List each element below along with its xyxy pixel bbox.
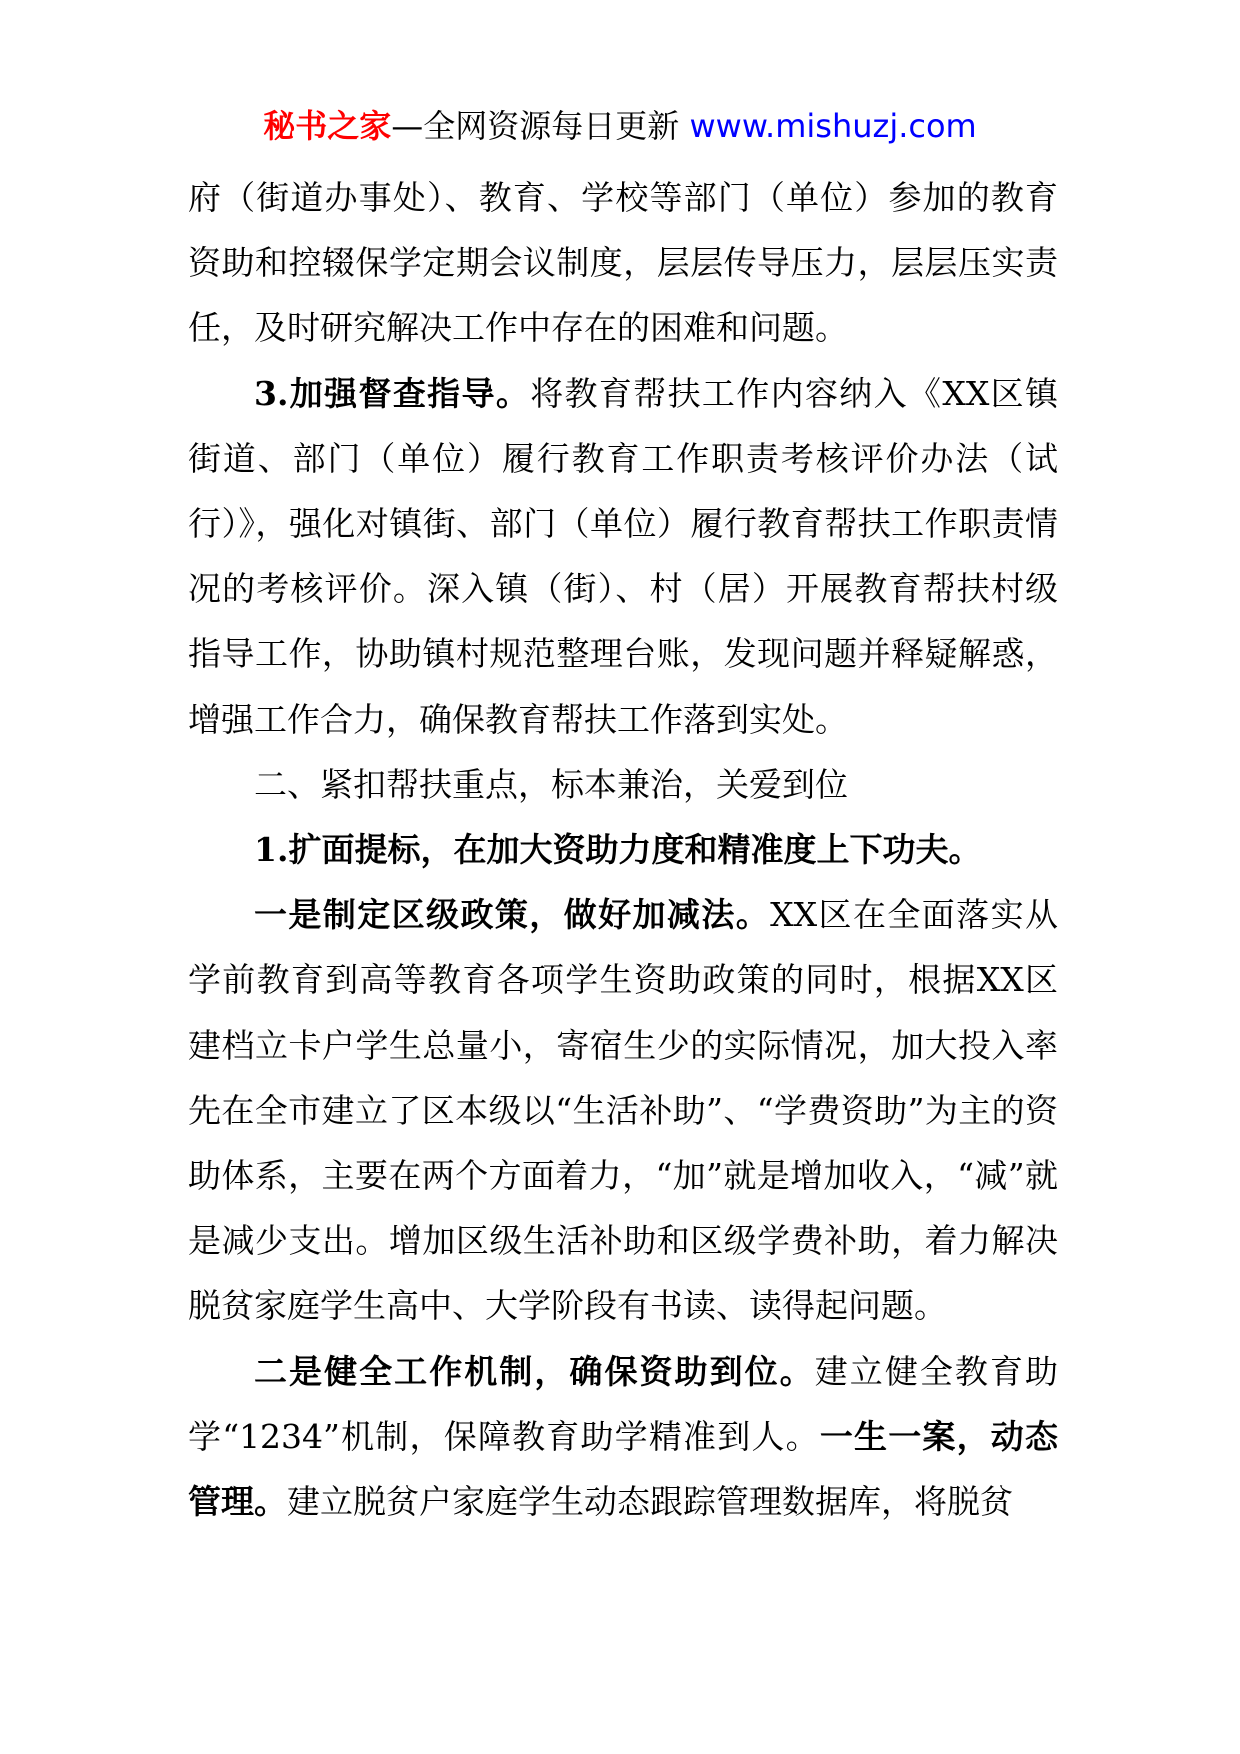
- paragraph-subheading: 一生一案，动态管理。: [188, 1416, 1058, 1522]
- document-body: [188, 165, 1058, 1534]
- section-heading-text: 二、紧扣帮扶重点，标本兼治，关爱到位: [254, 764, 848, 804]
- paragraph-continuation: [188, 165, 1058, 361]
- paragraph-heading: 一是制定区级政策，做好加减法。: [254, 895, 771, 935]
- subsection-heading-text: 1.扩面提标，在加大资助力度和精准度上下功夫。: [254, 830, 982, 870]
- brand-name: 秘书之家: [263, 107, 392, 145]
- subsection-heading: [188, 817, 1058, 882]
- header-slogan: —全网资源每日更新: [391, 107, 690, 145]
- section-heading: [188, 752, 1058, 817]
- paragraph-text: 府（街道办事处）、教育、学校等部门（单位）参加的教育资助和控辍保学定期会议制度，层层传导压力，层层压实责任，及时研究解决工作中存在的困难和问题。: [188, 178, 1058, 348]
- paragraph-policy: [188, 882, 1058, 1338]
- paragraph-text: 将教育帮扶工作内容纳入《XX区镇街道、部门（单位）履行教育工作职责考核评价办法（试行）》，强化对镇街、部门（单位）履行教育帮扶工作职责情况的考核评价。深入镇（街）、村（居）开展教育帮扶村级指导工作，协助镇村规范整理台账，发现问题并释疑解惑，增强工作合力，确保教育帮扶工作落到实处。: [188, 373, 1058, 739]
- paragraph-text: 建立健全教育助学“1234”机制，保障教育助学精准到人。: [188, 1351, 1059, 1456]
- paragraph-supervision: [188, 361, 1058, 752]
- site-link[interactable]: www.mishuzj.com: [689, 107, 977, 145]
- paragraph-heading: 3.加强督查指导。: [254, 373, 531, 413]
- paragraph-heading: 二是健全工作机制，确保资助到位。: [254, 1351, 815, 1391]
- paragraph-text: XX区在全面落实从学前教育到高等教育各项学生资助政策的同时，根据XX区建档立卡户学生总量小，寄宿生少的实际情况，加大投入率先在全市建立了区本级以“生活补助”、“学费资助”为主的资助体系，主要在两个方面着力，“加”就是增加收入，“减”就是减少支出。增加区级生活补助和区级学费补助，着力解决脱贫家庭学生高中、大学阶段有书读、读得起问题。: [188, 895, 1058, 1326]
- paragraph-mechanism: [188, 1339, 1058, 1535]
- page-header: [0, 104, 1240, 148]
- paragraph-text: 建立脱贫户家庭学生动态跟踪管理数据库，将脱贫: [287, 1482, 1013, 1522]
